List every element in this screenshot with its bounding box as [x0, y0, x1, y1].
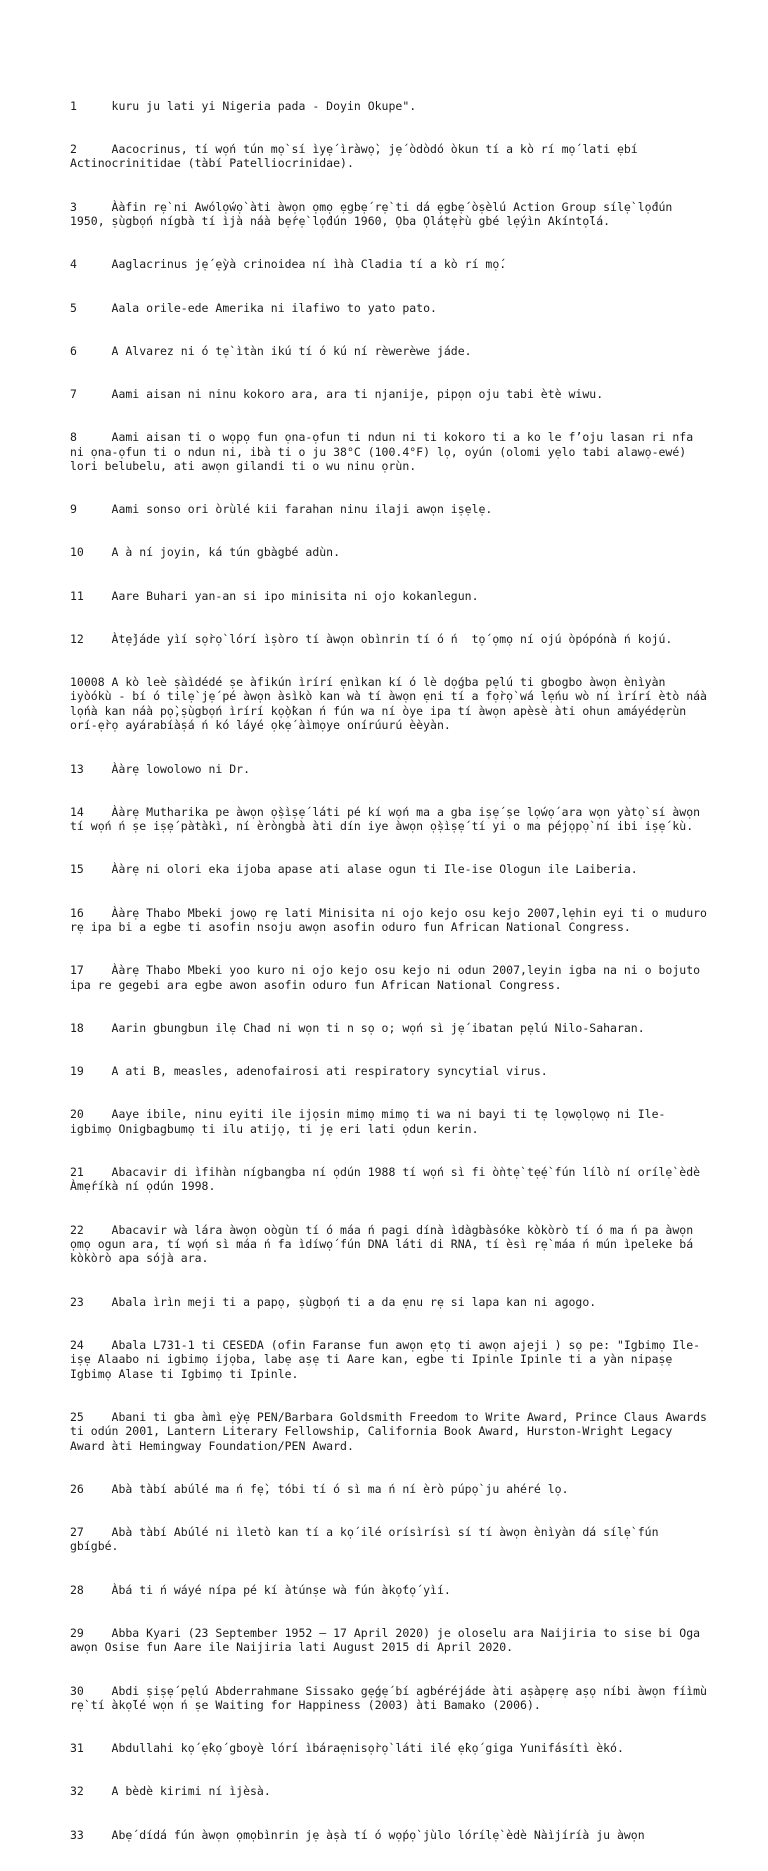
line-20: 20 Aaye ibile, ninu eyiti ile ijọsin mimọ mimọ ti wa ni bayi ti tẹ lọwọlọwọ ni Ile- igbimọ Onigbagbumọ ti ilu atijọ, ti jẹ eri lati ọdun kerin. [70, 1107, 673, 1136]
line-2: 2 Aacocrinus, tí wọ́n tún mọ̀ sí ìyẹ́ ìràwọ̀, jẹ́ òdòdó òkun tí a kò rí mọ́ lati ẹbí Actinocrinitidae (tàbí Patelliocrinidae). [70, 142, 645, 171]
line-21: 21 Abacavir di ìfihàn nígbangba ní ọdún 1988 tí wọ́n sì fi òǹtẹ̀ tẹ́ẹ̀ fún lílò ní orílẹ̀ èdè Àmẹ́ríkà ní ọdún 1998. [70, 1164, 707, 1194]
line-13: 13 Ààrẹ lowolowo ni Dr. [70, 761, 251, 776]
line-30: 30 Abdi ṣiṣẹ́ pẹ̀lú Abderrahmane Sissako gẹ́gẹ́ bí agbéréjáde àti aṣàpẹrẹ aṣọ níbi àwọn fíìmù rẹ̀ tí àkọ́lé wọn ń ṣe Waiting for Happiness (2003) àti Bamako (2006). [70, 1683, 714, 1712]
line-33: 33 Abẹ́ dídá fún àwọn ọmọbìnrin jẹ àṣà tí ó wọ́pọ̀ jùlo lórílẹ̀ èdè Nàìjíríà ju àwọn [70, 1827, 645, 1842]
line-23: 23 Abala ìrìn meji ti a papọ, ṣùgbọ́n ti a da ẹnu rẹ si lapa kan ni agogo. [70, 1294, 597, 1309]
line-1: 1 kuru ju lati yi Nigeria pada - Doyin Okupe". [70, 98, 417, 113]
line-9: 9 Aami sonso ori òrùlé kii farahan ninu ilaji awọn iṣẹlẹ. [70, 502, 493, 517]
line-4: 4 Aaglacrinus jẹ́ ẹ̀yà crinoidea ní ìhà Cladia tí a kò rí mọ́. [70, 257, 507, 272]
line-10: 10 A à ní joyin, ká tún gbàgbé adùn. [70, 545, 341, 560]
line-14: 14 Ààrẹ Mutharika pe àwọn ọ̀ṣìṣẹ́ láti pé kí wọ́n ma a gba iṣẹ́ ṣe lọ́wọ́ ara wọn yàtọ̀ sí àwọn tí wọ́n ń ṣe iṣẹ́ pàtàkì, ní èròngbà àti dín iye àwọn ọ̀ṣìṣẹ́ tí yi o ma péjọpọ̀ ní ibi iṣẹ́ kù. [70, 804, 707, 834]
line-22: 22 Abacavir wà lára àwọn oògùn tí ó máa ń pagi dínà ìdàgbàsóke kòkòrò tí ó ma ń pa àwọn ọmọ ogun ara, tí wọ́n sì máa ń fa ìdíwọ́ fún DNA láti di RNA, tí èsì rẹ̀ máa ń mún ìpeleke bá kòkòrò apa sójà ara. [70, 1222, 701, 1266]
line-18: 18 Aarin gbungbun ilẹ Chad ni wọn ti n sọ o; wọ́n sì jẹ́ ibatan pẹ̀lú Nilo-Saharan. [70, 1020, 645, 1035]
line-27: 27 Abà tàbí Abúlé ni ìletò kan tí a kọ́ ilé orísìrísì sí tí àwọn ènìyàn dá sílẹ̀ fún gbígbé. [70, 1525, 666, 1554]
line-17: 17 Ààrẹ Thabo Mbeki yoo kuro ni ojo kejo osu kejo ni odun 2007,leyin igba na ni o bojuto ipa re gegebi ara egbe awon asofin oduro fun African National Congress. [70, 963, 707, 992]
line-3: 3 Ààfin rẹ̀ ni Awólọ́wọ̀ àti àwọn ọmọ ẹgbẹ́ rẹ̀ ti dá ẹgbẹ́ òṣèlú Action Group sílẹ̀ lọ́dún 1950, ṣùgbọ́n nígbà tí ìjà náà bẹ́rẹ̀ lọ́dún 1960, Ọba Ọlátẹ̀rù gbé lẹ́yìn Akíntọ́lá. [70, 199, 680, 229]
line-29: 29 Abba Kyari (23 September 1952 – 17 April 2020) je oloselu ara Naijiria to sise bi Oga awọn Osise fun Aare ile Naijiria lati August 2015 di April 2020. [70, 1625, 707, 1655]
line-32: 32 A bèdè kirimi ní ìjèsà. [70, 1784, 271, 1799]
line-26: 26 Abà tàbí abúlé ma ń fẹ̀, tóbi tí ó sì ma ń ní èrò púpọ̀ ju ahéré lọ. [70, 1481, 569, 1496]
line-7: 7 Aami aisan ni ninu kokoro ara, ara ti njanije, pipọn oju tabi ètè wiwu. [70, 386, 604, 401]
line-24: 24 Abala L731-1 ti CESEDA (ofin Faranse fun awọn ẹtọ ti awọn ajeji ) sọ pe: "Igbimọ Ile-iṣẹ Alaabo ni igbimọ ijọba, labẹ aṣẹ ti Aare kan, egbe ti Ipinle Ipinle ti a yàn nipaṣẹ Igbimọ Alase ti Igbimọ ti Ipinle. [70, 1337, 701, 1381]
line-19: 19 A ati B, measles, adenofairosi ati respiratory syncytial virus. [70, 1064, 548, 1079]
line-25: 25 Abani ti gba àmì ẹ̀yẹ PEN/Barbara Goldsmith Freedom to Write Award, Prince Claus Awards ti odún 2001, Lantern Literary Fellowship, California Book Award, Hurston-Wright Legacy Award àti Hemingway Foundation/PEN Award. [70, 1409, 714, 1453]
line-12: 12 Àtẹ̀jáde yìí sọ̀rọ̀ lórí ìṣòro tí àwọn obìnrin tí ó ń tọ́ ọmọ ní ojú òpópónà ń kojú. [70, 631, 673, 646]
line-28: 28 Àbá ti ń wáyé nípa pé kí àtúnṣe wà fún àkọ́tọ́ yìí. [70, 1582, 451, 1597]
line-16: 16 Ààrẹ Thabo Mbeki jowọ rẹ lati Minisita ni ojo kejo osu kejo 2007,lẹhin eyi ti o muduro rẹ ipa bi a egbe ti asofin nsoju awọn asofin oduro fun African National Congress. [70, 905, 714, 934]
line-11: 11 Aare Buhari yan-an si ipo minisita ni ojo kokanlegun. [70, 588, 479, 603]
line-8: 8 Aami aisan ti o wọpọ fun ọna-ọfun ti ndun ni ti kokoro ti a ko le f’oju lasan ri nfa ni ọna-ọfun ti o ndun ni, ibà ti o ju 38°C (100.4°F) lọ, oyún (olomi yẹlo tabi alawọ-ewé) lori belubelu, ati awọn gilandi ti o wu ninu ọrùn. [70, 430, 701, 473]
line-10008: 10008 A kò leè ṣàìdédé ṣe àfikún ìrírí ẹnìkan kí ó lè dọ́gba pẹ̀lú ti gbogbo àwọn ènìyàn iyòókù - bí ó tilẹ̀ jẹ́ pé àwọn àsìkò kan wà tí àwọn ẹni tí a fọ̀rọ̀ wá lẹ́nu wò ní ìrírí ètò náà lọ́nà kan náà pọ̀,ṣùgbọ́n ìrírí kọ̀ọ̀kan ń fún wa ní òye ipa tí àwọn apèsè àti ohun amáyédẹrùn orí-ẹ̀rọ ayárabíàṣá ń kó láyé ọkẹ́ àìmọye onírúurú èèyàn. [70, 675, 714, 733]
line-5: 5 Aala orile-ede Amerika ni ilafiwo to yato pato. [70, 300, 437, 315]
document-body [70, 70, 714, 1871]
line-15: 15 Ààrẹ ni olori eka ijoba apase ati alase ogun ti Ile-ise Ologun ile Laiberia. [70, 862, 638, 877]
line-31: 31 Abdullahi kọ́ ẹ̀kọ́ gboyè lórí ìbáraẹnisọ̀rọ̀ láti ilé ẹ̀kọ́ giga Yunifásítì èkó. [70, 1741, 624, 1756]
line-6: 6 A Alvarez ni ó tẹ̀ ìtàn ikú tí ó kú ní rèwerèwe jáde. [70, 343, 472, 358]
